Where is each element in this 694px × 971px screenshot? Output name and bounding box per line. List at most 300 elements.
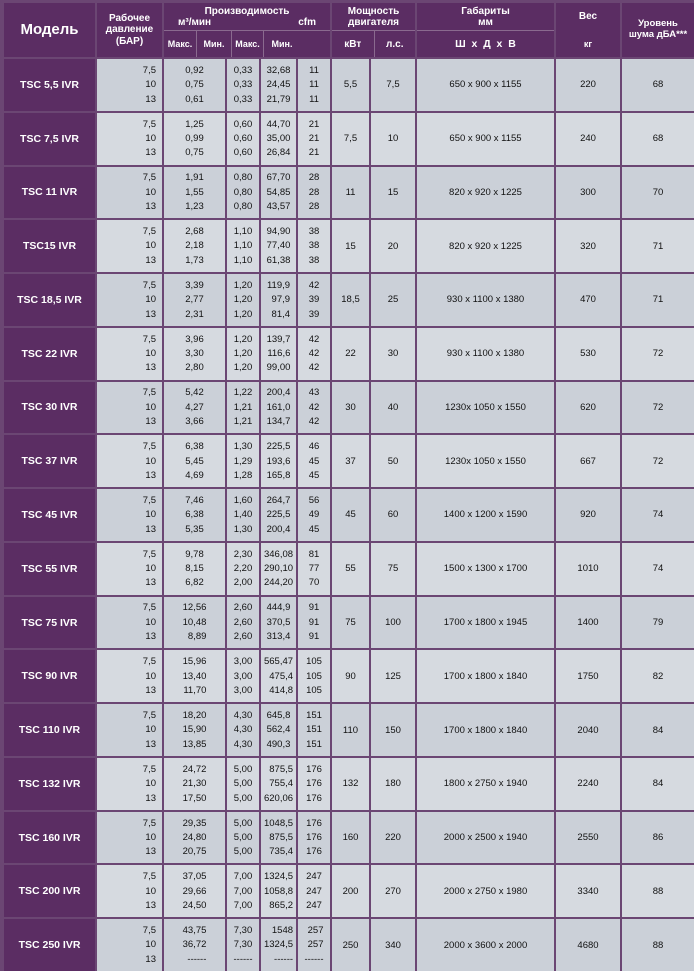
model-cell — [4, 382, 95, 434]
pressure-value: 13 — [145, 738, 156, 750]
flow-cfmmax-value: 865,2 — [269, 900, 294, 912]
power-kw-cell — [332, 382, 369, 434]
dims-cell — [417, 650, 554, 702]
flow-m3min-value: 1,20 — [233, 308, 253, 320]
power-hp-cell — [371, 220, 415, 272]
flow-m3max-value: 21,30 — [182, 778, 207, 790]
pressure-value: 7,5 — [142, 494, 156, 506]
pressure-cell — [97, 220, 162, 272]
model-cell — [4, 274, 95, 326]
flow-cfmmax-value: 21,79 — [266, 93, 291, 105]
weight-value: 4680 — [577, 939, 599, 951]
flow-m3min-value: 1,40 — [233, 509, 253, 521]
dims-cell — [417, 167, 554, 219]
noise-cell — [622, 812, 694, 864]
power-hp-cell — [371, 812, 415, 864]
flow-cfmmin-value: 257 — [307, 939, 324, 951]
flow-m3max-value: 1,23 — [185, 201, 204, 213]
flow-cfmmax-value: 35,00 — [266, 132, 291, 144]
pressure-value: 7,5 — [142, 871, 156, 883]
pressure-value: 7,5 — [142, 763, 156, 775]
flow-m3max-cell — [164, 597, 225, 649]
flow-cfmmin-value: 176 — [306, 763, 322, 775]
flow-m3max-value: 3,30 — [185, 348, 204, 359]
noise-cell — [622, 382, 694, 434]
noise-cell — [622, 543, 694, 595]
pressure-value: 13 — [145, 362, 156, 374]
header-dims-title: Габариты мм — [461, 5, 510, 28]
model-cell — [4, 919, 95, 971]
model-label: TSC 18,5 IVR — [17, 293, 82, 306]
flow-m3min-cell — [227, 650, 259, 702]
model-label: TSC 30 IVR — [21, 401, 78, 414]
pressure-cell — [97, 865, 162, 917]
flow-m3min-value: 7,30 — [233, 939, 253, 951]
flow-m3min-value: 0,80 — [233, 172, 253, 184]
flow-m3min-value: 4,30 — [233, 724, 253, 736]
weight-cell — [556, 919, 620, 971]
flow-cfmmin-value: 38 — [308, 254, 320, 266]
model-label: TSC 22 IVR — [21, 347, 78, 360]
flow-cfmmin-value: 81 — [308, 548, 320, 560]
header-flow-sub: Макс. — [231, 31, 263, 57]
noise-cell — [622, 758, 694, 810]
power-kw-value: 45 — [345, 509, 356, 521]
model-cell — [4, 167, 95, 219]
pressure-value: 10 — [145, 348, 156, 359]
pressure-value: 7,5 — [142, 925, 156, 937]
pressure-value: 10 — [145, 240, 156, 252]
flow-cfmmax-value: 61,38 — [266, 254, 291, 266]
flow-m3max-value: 2,77 — [185, 294, 204, 306]
flow-cfmmax-value: 94,90 — [266, 226, 291, 238]
dims-value: 1700 x 1800 x 1840 — [443, 670, 528, 682]
flow-m3max-value: 10,48 — [182, 616, 207, 628]
power-hp-cell — [371, 919, 415, 971]
pressure-cell — [97, 328, 162, 380]
flow-m3min-value: 0,60 — [233, 118, 253, 130]
flow-m3max-cell — [164, 382, 225, 434]
flow-m3min-value: 7,00 — [233, 885, 253, 897]
power-hp-value: 25 — [387, 294, 399, 306]
flow-cfmmin-value: 11 — [309, 64, 319, 76]
power-hp-cell — [371, 382, 415, 434]
header-power-kw: кВт — [344, 38, 362, 50]
pressure-value: 7,5 — [142, 333, 156, 345]
flow-cfmmin-value: 151 — [306, 724, 322, 736]
flow-m3max-value: 36,72 — [182, 939, 207, 951]
flow-m3min-value: 0,60 — [233, 132, 253, 144]
noise-cell — [622, 220, 694, 272]
flow-cfmmax-value: 1324,5 — [263, 939, 294, 951]
dims-cell — [417, 274, 554, 326]
power-kw-cell — [332, 919, 369, 971]
flow-cfmmax-value: 244,20 — [263, 577, 294, 589]
flow-cfmmin-cell — [298, 865, 330, 917]
flow-m3max-cell — [164, 435, 225, 487]
flow-m3max-value: 29,66 — [182, 885, 207, 897]
flow-cfmmax-cell — [261, 113, 296, 165]
header-dims — [417, 3, 554, 57]
model-cell — [4, 650, 95, 702]
power-hp-value: 40 — [387, 401, 399, 413]
weight-cell — [556, 167, 620, 219]
dims-cell — [417, 812, 554, 864]
power-kw-cell — [332, 704, 369, 756]
flow-cfmmax-value: 444,9 — [266, 602, 291, 614]
weight-value: 530 — [580, 348, 596, 360]
flow-m3min-value: 1,10 — [233, 226, 253, 238]
pressure-value: 10 — [145, 670, 156, 682]
model-cell — [4, 59, 95, 111]
power-hp-value: 270 — [385, 885, 401, 897]
flow-cfmmin-value: 105 — [306, 684, 322, 696]
flow-m3max-value: 8,15 — [185, 563, 204, 575]
flow-m3max-value: 13,40 — [182, 670, 207, 682]
flow-m3max-value: ------ — [187, 953, 207, 965]
flow-cfmmax-value: 1048,5 — [263, 817, 294, 829]
flow-m3max-value: 37,05 — [182, 871, 207, 883]
flow-cfmmax-value: 370,5 — [266, 616, 291, 628]
flow-cfmmax-value: 193,6 — [266, 455, 291, 467]
flow-cfmmax-cell — [261, 328, 296, 380]
power-kw-value: 15 — [345, 240, 356, 252]
flow-cfmmin-cell — [298, 758, 330, 810]
flow-m3min-value: 5,00 — [233, 763, 253, 775]
model-cell — [4, 328, 95, 380]
model-label: TSC 75 IVR — [21, 616, 78, 629]
flow-cfmmin-value: 247 — [306, 871, 322, 883]
noise-value: 68 — [652, 133, 664, 145]
pressure-value: 10 — [145, 831, 156, 843]
power-hp-value: 220 — [385, 832, 401, 844]
noise-value: 82 — [652, 670, 664, 682]
model-label: TSC 55 IVR — [21, 562, 78, 575]
weight-cell — [556, 489, 620, 541]
flow-m3min-value: 2,20 — [233, 563, 253, 575]
dims-value: 650 x 900 x 1155 — [449, 133, 522, 145]
power-kw-value: 18,5 — [341, 294, 360, 306]
power-hp-value: 10 — [387, 133, 399, 145]
flow-cfmmax-value: 67,70 — [266, 172, 291, 184]
model-label: TSC 90 IVR — [21, 670, 78, 683]
flow-cfmmin-cell — [298, 59, 330, 111]
pressure-value: 13 — [145, 792, 156, 804]
pressure-value: 13 — [145, 469, 156, 481]
flow-cfmmax-value: 225,5 — [266, 441, 291, 453]
power-kw-value: 55 — [345, 563, 356, 575]
power-hp-cell — [371, 59, 415, 111]
power-kw-value: 30 — [345, 401, 356, 413]
power-hp-value: 15 — [387, 186, 399, 198]
flow-m3min-value: 7,00 — [233, 871, 253, 883]
flow-m3max-value: 0,75 — [185, 147, 204, 159]
dims-value: 1800 x 2750 x 1940 — [443, 778, 528, 790]
flow-cfmmax-value: 1548 — [271, 925, 294, 937]
header-flow-unit-cfm: cfm — [298, 16, 316, 28]
power-hp-cell — [371, 113, 415, 165]
flow-m3max-value: 0,99 — [185, 132, 204, 144]
flow-cfmmin-value: ------ — [304, 953, 324, 965]
power-hp-value: 50 — [387, 455, 399, 467]
model-label: TSC 160 IVR — [18, 831, 81, 844]
header-power — [332, 3, 415, 57]
dims-cell — [417, 435, 554, 487]
pressure-cell — [97, 919, 162, 971]
power-kw-cell — [332, 328, 369, 380]
weight-cell — [556, 812, 620, 864]
flow-m3max-value: 6,38 — [185, 441, 204, 453]
pressure-cell — [97, 758, 162, 810]
flow-m3max-value: 12,56 — [182, 602, 207, 614]
model-label: TSC 37 IVR — [21, 455, 78, 468]
noise-value: 88 — [652, 885, 664, 897]
weight-value: 3340 — [577, 885, 599, 897]
model-label: TSC 132 IVR — [18, 777, 81, 790]
flow-m3min-value: 5,00 — [233, 792, 253, 804]
pressure-cell — [97, 489, 162, 541]
flow-cfmmin-value: 28 — [308, 186, 320, 198]
flow-cfmmin-cell — [298, 220, 330, 272]
pressure-cell — [97, 704, 162, 756]
flow-m3max-value: 24,80 — [182, 831, 207, 843]
flow-cfmmin-value: 42 — [308, 401, 320, 413]
flow-m3min-value: 1,21 — [233, 416, 253, 428]
power-hp-cell — [371, 167, 415, 219]
flow-cfmmax-value: 755,4 — [269, 778, 294, 790]
pressure-cell — [97, 113, 162, 165]
flow-m3max-value: 4,69 — [185, 469, 204, 481]
flow-m3max-value: 4,27 — [185, 401, 204, 413]
flow-cfmmax-value: 99,00 — [266, 362, 291, 374]
flow-cfmmin-value: 257 — [307, 925, 324, 937]
flow-cfmmin-value: 42 — [308, 348, 320, 359]
noise-cell — [622, 59, 694, 111]
dims-value: 930 x 1100 x 1380 — [446, 294, 525, 306]
flow-cfmmax-value: 414,8 — [269, 684, 294, 696]
model-cell — [4, 435, 95, 487]
header-power-title: Мощность двигателя — [347, 5, 400, 28]
flow-m3min-cell — [227, 435, 259, 487]
header-flow-sub: Мин. — [263, 31, 300, 57]
flow-cfmmax-value: 1058,8 — [263, 885, 294, 897]
flow-cfmmin-value: 42 — [308, 362, 320, 374]
flow-cfmmin-value: 45 — [308, 523, 320, 535]
flow-m3min-value: 2,60 — [233, 616, 253, 628]
noise-cell — [622, 704, 694, 756]
model-cell — [4, 113, 95, 165]
pressure-cell — [97, 274, 162, 326]
flow-m3min-value: 2,60 — [233, 631, 253, 643]
flow-cfmmin-value: 91 — [308, 631, 320, 643]
noise-value: 74 — [652, 563, 664, 575]
flow-m3max-value: 3,66 — [185, 416, 204, 428]
dims-value: 1700 x 1800 x 1945 — [443, 617, 528, 629]
flow-m3min-cell — [227, 328, 259, 380]
power-hp-cell — [371, 435, 415, 487]
flow-m3min-value: 7,30 — [233, 925, 253, 937]
weight-cell — [556, 274, 620, 326]
pressure-value: 13 — [145, 93, 156, 105]
flow-cfmmax-value: 735,4 — [269, 846, 294, 858]
flow-cfmmin-value: 56 — [308, 494, 320, 506]
flow-cfmmin-cell — [298, 597, 330, 649]
flow-m3max-value: 1,25 — [185, 118, 204, 130]
power-kw-value: 132 — [342, 778, 359, 790]
noise-value: 84 — [652, 724, 664, 736]
flow-m3max-value: 24,72 — [182, 763, 207, 775]
flow-cfmmax-value: 116,6 — [267, 348, 291, 359]
flow-cfmmax-cell — [261, 167, 296, 219]
flow-m3min-cell — [227, 220, 259, 272]
flow-m3max-cell — [164, 328, 225, 380]
flow-m3max-cell — [164, 865, 225, 917]
pressure-value: 13 — [145, 577, 156, 589]
power-hp-value: 340 — [385, 939, 401, 951]
power-kw-cell — [332, 59, 369, 111]
pressure-value: 13 — [145, 846, 156, 858]
flow-cfmmax-value: 134,7 — [266, 416, 291, 428]
weight-value: 220 — [580, 79, 596, 91]
flow-m3max-value: 11,70 — [183, 684, 207, 696]
power-hp-cell — [371, 543, 415, 595]
flow-m3max-value: 1,91 — [185, 172, 204, 184]
dims-value: 2000 x 2500 x 1940 — [443, 832, 528, 844]
flow-m3max-value: 5,42 — [185, 387, 204, 399]
power-kw-cell — [332, 220, 369, 272]
flow-cfmmin-cell — [298, 435, 330, 487]
flow-m3max-value: 1,55 — [185, 186, 204, 198]
dims-cell — [417, 543, 554, 595]
dims-value: 650 x 900 x 1155 — [449, 79, 522, 91]
flow-cfmmin-value: 45 — [308, 455, 320, 467]
weight-cell — [556, 865, 620, 917]
flow-m3min-value: 1,22 — [233, 387, 253, 399]
flow-cfmmin-value: 151 — [306, 738, 322, 750]
flow-m3min-value: 7,00 — [233, 900, 253, 912]
weight-value: 470 — [580, 294, 596, 306]
dims-value: 1230x 1050 x 1550 — [445, 401, 526, 413]
flow-cfmmin-cell — [298, 812, 330, 864]
noise-value: 70 — [652, 186, 664, 198]
flow-cfmmin-value: 38 — [308, 226, 320, 238]
pressure-value: 13 — [145, 523, 156, 535]
pressure-value: 7,5 — [142, 441, 156, 453]
pressure-value: 7,5 — [142, 118, 156, 130]
flow-cfmmin-value: 28 — [308, 172, 320, 184]
flow-cfmmin-cell — [298, 650, 330, 702]
flow-cfmmax-cell — [261, 220, 296, 272]
flow-cfmmax-value: 200,4 — [266, 387, 291, 399]
flow-cfmmin-value: 21 — [308, 147, 320, 159]
noise-cell — [622, 489, 694, 541]
model-label: TSC 7,5 IVR — [20, 132, 79, 145]
weight-value: 667 — [580, 455, 596, 467]
flow-m3min-cell — [227, 113, 259, 165]
flow-m3max-cell — [164, 543, 225, 595]
weight-cell — [556, 382, 620, 434]
pressure-value: 10 — [145, 939, 156, 951]
flow-m3min-value: 4,30 — [233, 738, 253, 750]
power-kw-value: 5,5 — [343, 79, 358, 91]
weight-value: 1750 — [577, 670, 599, 682]
flow-m3min-value: 0,60 — [233, 147, 253, 159]
flow-m3min-value: 1,30 — [233, 441, 253, 453]
model-label: TSC 250 IVR — [18, 939, 81, 952]
flow-cfmmin-value: 176 — [306, 831, 322, 843]
flow-m3min-value: 1,60 — [233, 494, 253, 506]
flow-cfmmin-value: 105 — [306, 656, 322, 668]
dims-cell — [417, 597, 554, 649]
power-hp-value: 60 — [387, 509, 399, 521]
pressure-cell — [97, 650, 162, 702]
flow-m3max-value: 2,80 — [185, 362, 204, 374]
dims-value: 2000 x 3600 x 2000 — [443, 939, 528, 951]
dims-cell — [417, 113, 554, 165]
flow-m3max-value: 43,75 — [182, 925, 207, 937]
flow-cfmmax-value: 1324,5 — [263, 871, 294, 883]
pressure-value: 10 — [145, 563, 156, 575]
pressure-value: 13 — [145, 953, 156, 965]
flow-cfmmin-value: 42 — [308, 333, 320, 345]
flow-cfmmax-cell — [261, 812, 296, 864]
flow-m3min-value: 1,21 — [233, 401, 253, 413]
flow-m3max-cell — [164, 59, 225, 111]
header-flow-unit-m3: м³/мин — [178, 16, 212, 28]
flow-m3min-value: 5,00 — [233, 831, 253, 843]
flow-cfmmax-value: 313,4 — [266, 631, 291, 643]
model-cell — [4, 812, 95, 864]
noise-value: 84 — [652, 778, 664, 790]
flow-m3max-value: 9,78 — [185, 548, 204, 560]
weight-value: 920 — [580, 509, 596, 521]
flow-m3max-value: 7,46 — [185, 494, 204, 506]
flow-m3max-cell — [164, 812, 225, 864]
pressure-value: 10 — [145, 509, 156, 521]
weight-cell — [556, 650, 620, 702]
flow-cfmmax-value: 562,4 — [266, 724, 291, 736]
dims-value: 820 x 920 x 1225 — [449, 240, 522, 252]
power-kw-value: 22 — [345, 348, 356, 360]
model-cell — [4, 597, 95, 649]
flow-cfmmin-cell — [298, 543, 330, 595]
model-label: TSC 45 IVR — [21, 508, 78, 521]
weight-value: 320 — [580, 240, 596, 252]
power-kw-cell — [332, 597, 369, 649]
flow-m3min-value: 3,00 — [233, 656, 253, 668]
power-hp-cell — [371, 650, 415, 702]
dims-value: 820 x 920 x 1225 — [449, 186, 522, 198]
power-kw-cell — [332, 812, 369, 864]
dims-cell — [417, 919, 554, 971]
dims-cell — [417, 758, 554, 810]
flow-cfmmin-value: 11 — [309, 93, 319, 105]
flow-m3min-value: 1,20 — [233, 362, 253, 374]
pressure-value: 7,5 — [142, 656, 156, 668]
flow-m3max-cell — [164, 220, 225, 272]
flow-cfmmax-value: 200,4 — [266, 523, 291, 535]
flow-m3max-value: 2,31 — [185, 308, 204, 320]
pressure-cell — [97, 59, 162, 111]
flow-m3max-value: 6,38 — [185, 509, 204, 521]
noise-value: 68 — [652, 79, 664, 91]
flow-m3min-value: 1,29 — [233, 455, 253, 467]
weight-cell — [556, 59, 620, 111]
flow-cfmmax-value: 165,8 — [266, 469, 291, 481]
pressure-value: 10 — [145, 79, 156, 91]
noise-value: 72 — [652, 348, 664, 360]
flow-cfmmax-value: 139,7 — [266, 333, 291, 345]
